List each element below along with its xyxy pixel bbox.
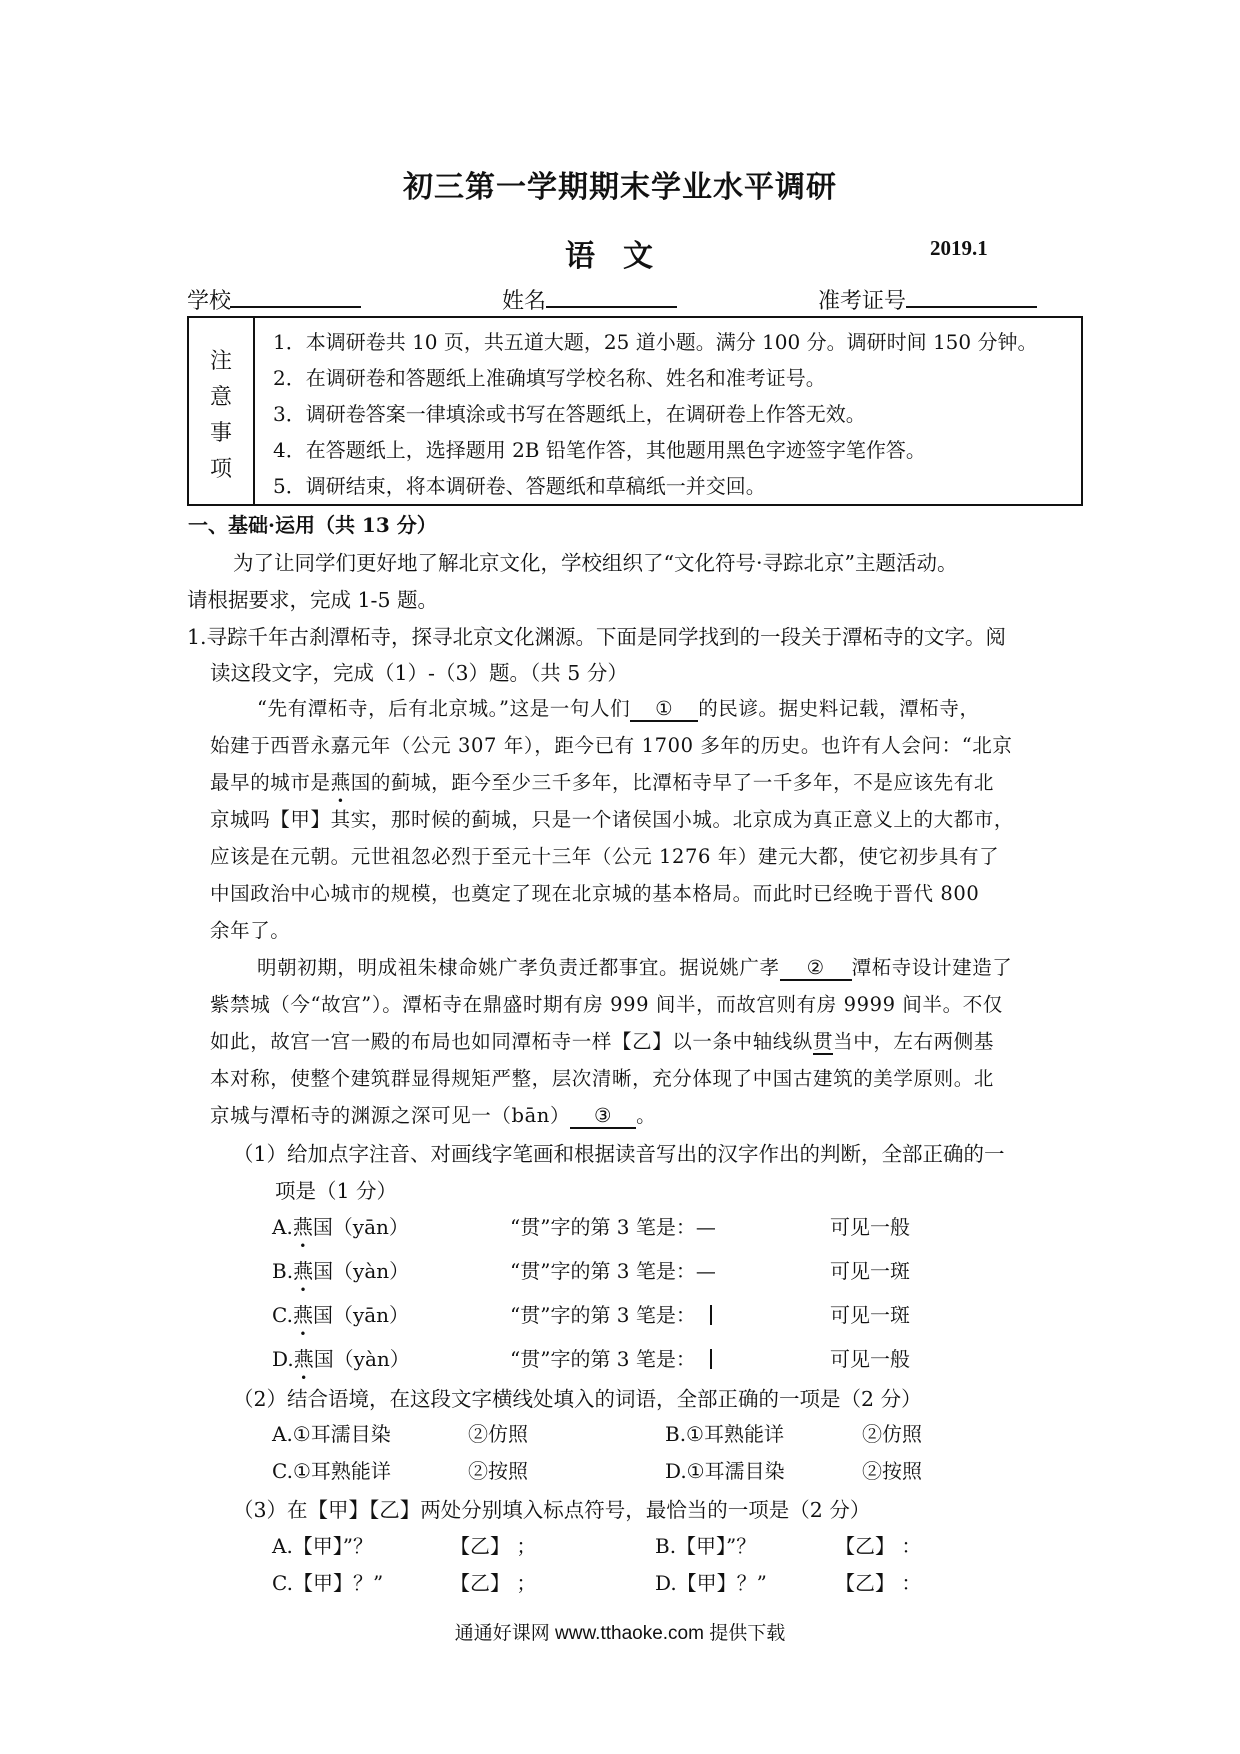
passage-line: 紫禁城（今“故宫”）。潭柘寺在鼎盛时期有房 999 间半，而故宫则有房 9999 间半。不仅 [210, 993, 1003, 1016]
exam-number-label: 准考证号 [818, 289, 907, 314]
option-a-stroke: “贯”字的第 3 笔是：— [510, 1215, 716, 1239]
option-c: C.【甲】？” [272, 1571, 384, 1595]
option-a: A.①耳濡目染 [272, 1422, 391, 1446]
exam-title: 初三第一学期期末学业水平调研 [403, 170, 837, 205]
notice-item: 3．调研卷答案一律填涂或书写在答题纸上，在调研卷上作答无效。 [273, 402, 866, 426]
notice-item: 4．在答题纸上，选择题用 2B 铅笔作答，其他题用黑色字迹签字笔作答。 [273, 438, 926, 462]
exam-date: 2019.1 [930, 236, 988, 260]
subquestion-stem: （3）在【甲】【乙】两处分别填入标点符号，最恰当的一项是（2 分） [233, 1498, 871, 1522]
notice-char: 项 [209, 457, 232, 482]
option-c: C.燕国（yān） [272, 1303, 410, 1327]
answer-blank-1: ① [630, 697, 698, 722]
option-a-2: ②仿照 [468, 1422, 528, 1446]
option-d: D.燕国（yàn） [272, 1347, 410, 1371]
notice-item: 1．本调研卷共 10 页，共五道大题，25 道小题。满分 100 分。调研时间 150 分钟。 [273, 330, 1038, 354]
notice-char: 意 [209, 385, 232, 410]
underlined-char: 贯 [813, 1030, 834, 1053]
option-d: D.【甲】？” [655, 1571, 767, 1595]
option-b: B.①耳熟能详 [665, 1422, 784, 1446]
subquestion-stem: 项是（1 分） [275, 1179, 398, 1203]
passage-line: 中国政治中心城市的规模，也奠定了现在北京城的基本格局。而此时已经晚于晋代 800 [210, 882, 980, 905]
option-b-word: 可见一斑 [830, 1259, 910, 1283]
exam-number-blank [906, 306, 1037, 308]
option-b: B.【甲】”？ [655, 1534, 757, 1558]
passage-line: 京城与潭柘寺的渊源之深可见一（bān） ③ 。 [210, 1104, 657, 1127]
vertical-stroke-icon [710, 1349, 712, 1369]
option-a: A.燕国（yān） [272, 1215, 409, 1239]
option-c-stroke: “贯”字的第 3 笔是： [510, 1299, 712, 1328]
school-label: 学校 [187, 289, 232, 314]
subquestion-stem: （1）给加点字注音、对画线字笔画和根据读音写出的汉字作出的判断，全部正确的一 [233, 1142, 1005, 1166]
subquestion-stem: （2）结合语境，在这段文字横线处填入的词语，全部正确的一项是（2 分） [233, 1387, 922, 1411]
school-blank [230, 306, 361, 308]
footer-source[interactable]: 通通好课网 www.tthaoke.com 提供下载 [454, 1623, 786, 1644]
passage-line: 本对称，使整个建筑群显得规矩严整，层次清晰，充分体现了中国古建筑的美学原则。北 [210, 1067, 994, 1090]
passage-line: 应该是在元朝。元世祖忽必烈于至元十三年（公元 1276 年）建元大都，使它初步具有了 [210, 845, 1000, 868]
passage-line: 明朝初期，明成祖朱棣命姚广孝负责迁都事宜。据说姚广孝 ② 潭柘寺设计建造了 [257, 956, 1013, 979]
option-b-2: ②仿照 [862, 1422, 922, 1446]
answer-blank-3: ③ [570, 1104, 636, 1129]
option-c: C.①耳熟能详 [272, 1459, 391, 1483]
option-c-2: ②按照 [468, 1459, 528, 1483]
option-c-2: 【乙】 ； [450, 1571, 537, 1595]
name-label: 姓名 [502, 289, 547, 314]
notice-item: 2．在调研卷和答题纸上准确填写学校名称、姓名和准考证号。 [273, 366, 826, 390]
passage-line: 如此，故宫一宫一殿的布局也如同潭柘寺一样【乙】以一条中轴线纵贯当中，左右两侧基 [210, 1030, 994, 1053]
question-stem: 1.寻踪千年古刹潭柘寺，探寻北京文化渊源。下面是同学找到的一段关于潭柘寺的文字。阅 [187, 625, 1007, 649]
notice-char: 事 [209, 421, 232, 446]
option-b-stroke: “贯”字的第 3 笔是：— [510, 1259, 716, 1283]
passage-line: 京城吗【甲】其实，那时候的蓟城，只是一个诸侯国小城。北京成为真正意义上的大都市， [210, 808, 1015, 831]
vertical-stroke-icon [710, 1305, 712, 1325]
notice-char: 注 [209, 349, 232, 374]
option-d-stroke: “贯”字的第 3 笔是： [510, 1343, 712, 1372]
answer-blank-2: ② [780, 956, 852, 981]
passage-line: 始建于西晋永嘉元年（公元 307 年），距今已有 1700 多年的历史。也许有人会问：“北京 [210, 734, 1013, 757]
option-d: D.①耳濡目染 [665, 1459, 785, 1483]
option-b: B.燕国（yàn） [272, 1259, 410, 1283]
option-a-word: 可见一般 [830, 1215, 910, 1239]
notice-box [187, 316, 1083, 506]
notice-item: 5．调研结束，将本调研卷、答题纸和草稿纸一并交回。 [273, 474, 766, 498]
name-blank [546, 306, 677, 308]
option-d-2: ②按照 [862, 1459, 922, 1483]
option-c-word: 可见一斑 [830, 1303, 910, 1327]
subject-title: 语文 [565, 239, 681, 274]
option-a: A.【甲】”？ [272, 1534, 374, 1558]
section-intro-line: 为了让同学们更好地了解北京文化，学校组织了“文化符号·寻踪北京”主题活动。 [233, 551, 958, 575]
passage-line: 余年了。 [210, 919, 291, 942]
passage-line: “先有潭柘寺，后有北京城。”这是一句人们 ① 的民谚。据史料记载，潭柘寺， [257, 697, 980, 720]
question-stem: 读这段文字，完成（1）-（3）题。（共 5 分） [210, 661, 628, 685]
option-d-word: 可见一般 [830, 1347, 910, 1371]
option-d-2: 【乙】 ： [835, 1571, 922, 1595]
dotted-char: 燕 [330, 771, 351, 794]
notice-heading [189, 318, 255, 504]
passage-line: 最早的城市是燕国的蓟城，距今至少三千多年，比潭柘寺早了一千多年，不是应该先有北 [210, 771, 994, 794]
option-b-2: 【乙】 ： [835, 1534, 922, 1558]
option-a-2: 【乙】 ； [450, 1534, 537, 1558]
section-heading: 一、基础·运用（共 13 分） [188, 513, 437, 537]
section-intro-line: 请根据要求，完成 1-5 题。 [187, 588, 439, 612]
